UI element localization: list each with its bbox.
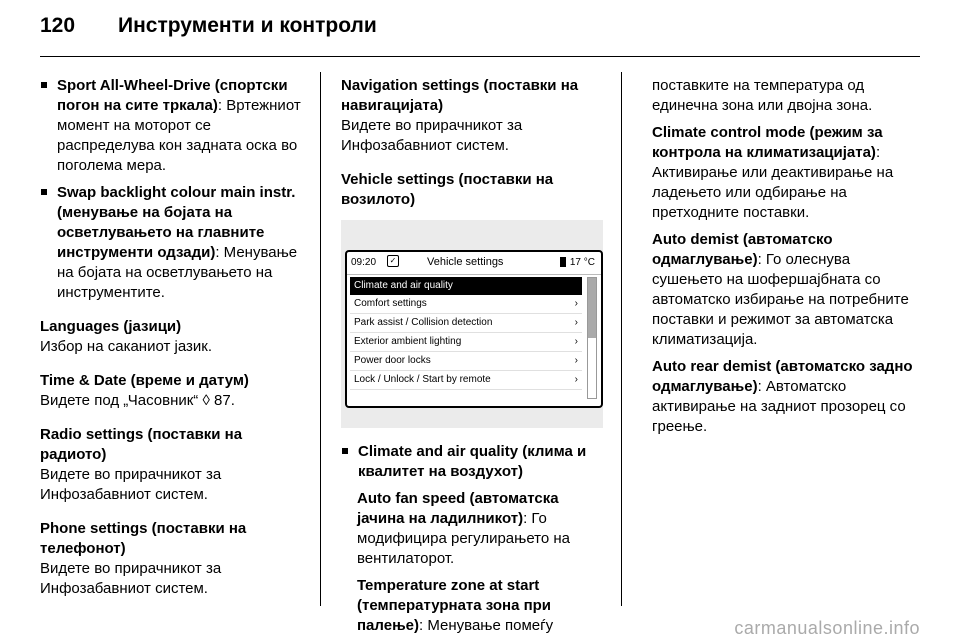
auto-rear-demist-title: Auto rear demist (автоматско задно одмаглување) [652,358,913,395]
vehicle-settings-screen [345,250,603,408]
bullet-square-icon [41,82,47,88]
screen-menu-item[interactable] [350,277,582,295]
section-time-date [40,371,306,411]
auto-rear-demist [652,357,922,437]
time-date-title: Time & Date (време и датум) [40,372,249,389]
navigation-text: Видете во прирачникот за Инфозабавниот систем. [341,117,523,154]
auto-fan-speed-title: Auto fan speed (автоматска јачина на ладилникот) [357,490,559,527]
auto-fan-speed [341,489,607,569]
column-1 [40,76,306,613]
page-title: Инструменти и контроли [118,14,377,37]
auto-fan-speed-text: : Го модифицира регулирањето на вентилаторот. [357,510,571,567]
bullet-swap-backlight-text: : Менување на бојата на осветлувањето на инструментите. [57,244,298,301]
bullet-sport-awd-text: : Вртежниот момент на моторот се распределува кон задната оска во поголема мера. [57,97,301,174]
section-radio [40,425,306,505]
phone-text: Видете во прирачникот за Инфозабавниот систем. [40,560,222,597]
temperature-zone [341,576,607,636]
climate-air-quality-title: Climate and air quality (клима и квалитет на воздухот) [358,443,587,480]
screen-menu-item-label: Climate and air quality [354,280,453,291]
temperature-zone-title: Temperature zone at start (температурната зона при палење) [357,577,552,634]
section-languages [40,317,306,357]
vehicle-settings-screen-figure [341,220,603,428]
bullet-sport-awd-title: Sport All-Wheel-Drive (спортски погон на сите тркала) [57,77,288,114]
chevron-right-icon: › [574,374,578,385]
screen-scrollbar[interactable] [587,277,597,399]
radio-text: Видете во прирачникот за Инфозабавниот систем. [40,466,222,503]
screen-temp-value: 17 °C [569,257,595,268]
column-2 [341,76,607,643]
column-divider-2 [621,72,622,606]
screen-menu-item-label: Lock / Unlock / Start by remote [354,374,491,385]
screen-menu-item[interactable] [350,333,582,352]
header-rule [40,56,920,57]
section-navigation [341,76,607,156]
radio-title: Radio settings (поставки на радиото) [40,426,243,463]
screen-time: 09:20 [351,257,377,268]
check-icon: ✓ [387,255,399,267]
screen-header [347,252,601,275]
bullet-square-icon [41,189,47,195]
screen-menu-item[interactable] [350,371,582,390]
screen-menu-item-label: Power door locks [354,355,431,366]
screen-temperature [560,256,595,270]
watermark: carmanualsonline.info [734,618,920,638]
screen-menu-item[interactable] [350,314,582,333]
scrollbar-thumb[interactable] [588,278,596,338]
auto-demist-text: : Го олеснува сушењето на шофершајбната со автоматско избирање на потребните поставки и режимот за автоматска климатизација. [652,251,909,348]
climate-control-mode-title: Climate control mode (режим за контрола на климатизацијата) [652,124,883,161]
chevron-right-icon: › [574,355,578,366]
bullet-sport-awd [40,76,306,176]
screen-menu-item[interactable] [350,295,582,314]
bullet-swap-backlight [40,183,306,303]
phone-title: Phone settings (поставки на телефонот) [40,520,247,557]
screen-menu-item[interactable] [350,352,582,371]
temperature-zone-continued: поставките на температура од единечна зона или двојна зона. [652,77,873,114]
column-3 [652,76,922,444]
chevron-right-icon: › [574,317,578,328]
page-header [40,14,377,38]
chevron-right-icon: › [574,336,578,347]
bullet-swap-backlight-title: Swap backlight colour main instr. (менување на бојата на осветлувањето на главните инструменти одзади) [57,184,296,261]
bullet-climate-air-quality [341,442,607,482]
vehicle-settings-title: Vehicle settings (поставки на возилото) [341,171,554,208]
auto-demist-title: Auto demist (автоматско одмаглување) [652,231,833,268]
climate-control-mode-text: : Активирање или деактивирање на ладењето или одбирање на претходните поставки. [652,144,894,221]
screen-menu-item-label: Exterior ambient lighting [354,336,462,347]
section-phone [40,519,306,599]
auto-demist [652,230,922,350]
temperature-zone-text: : Менување помеѓу [419,617,554,634]
languages-title: Languages (јазици) [40,318,182,335]
chevron-right-icon: › [574,298,578,309]
screen-title: Vehicle settings [427,256,504,268]
auto-rear-demist-text: : Автоматско активирање на задниот прозорец со греење. [652,378,906,435]
bullet-square-icon [342,448,348,454]
page-number: 120 [40,14,76,37]
thermometer-icon [560,257,566,267]
column-divider-1 [320,72,321,606]
languages-text: Избор на саканиот јазик. [40,338,213,355]
time-date-text: Видете под „Часовник“ ◊ 87. [40,392,235,409]
screen-menu-list [350,277,582,390]
screen-menu-item-label: Park assist / Collision detection [354,317,493,328]
navigation-title: Navigation settings (поставки на навигацијата) [341,77,579,114]
screen-menu-item-label: Comfort settings [354,298,427,309]
climate-control-mode [652,123,922,223]
